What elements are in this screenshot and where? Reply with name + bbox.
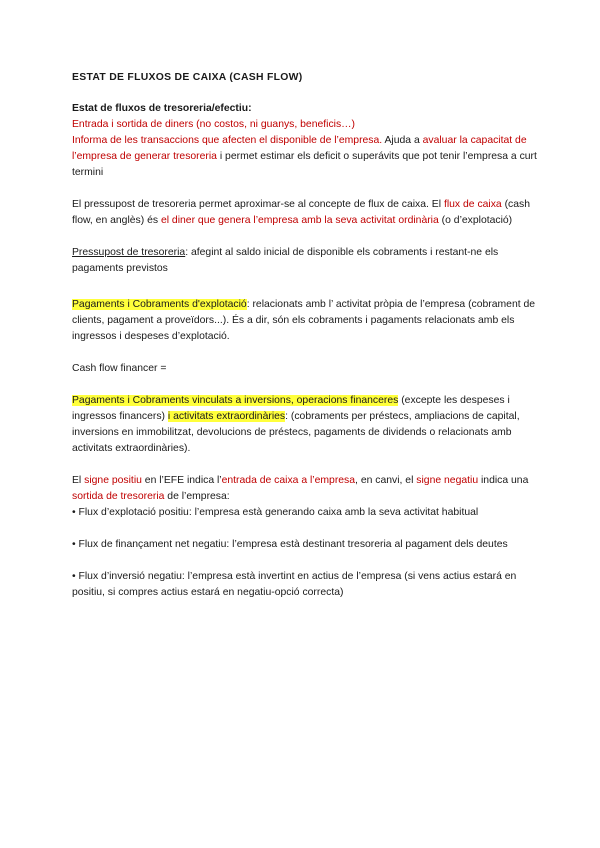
inversions-mid: (excepte les despeses i ingressos financers) xyxy=(72,395,510,422)
signe-negatiu: signe negatiu xyxy=(416,475,479,486)
flux-de-caixa-term: flux de caixa xyxy=(443,199,502,210)
signe-positiu: signe positiu xyxy=(84,475,142,486)
pressupost-part3: (cash flow, en anglès) és xyxy=(72,199,530,226)
pressupost-term: Pressupost de tresoreria xyxy=(72,247,186,258)
inversions-term: Pagaments i Cobraments vinculats a inversions, operacions financeres xyxy=(72,395,399,406)
cash-flow-financer: Cash flow financer = xyxy=(72,363,167,374)
inversions-paragraph xyxy=(72,393,542,457)
extraordinaries-term: i activitats extraordinàries xyxy=(167,411,286,422)
bullet-explotacio: • Flux d’explotació positiu: l’empresa està generando caixa amb la seva activitat habitual xyxy=(72,507,479,518)
entrada-caixa: entrada de caixa a l’empresa xyxy=(221,475,356,486)
explotacio-text: : relacionats amb l’ activitat pròpia de l’empresa (cobrament de clients, pagament a proveïdors...). És a dir, són els cobraments i pagaments relacionats amb els ingressos i despeses d’explotació. xyxy=(72,299,536,342)
pressupost-definition xyxy=(72,245,542,277)
spacer xyxy=(72,229,542,245)
spacer xyxy=(72,345,542,361)
section-subtitle: Estat de fluxos de tresoreria/efectiu: xyxy=(72,103,252,114)
explotacio-term: Pagaments i Cobraments d'explotació xyxy=(72,299,247,310)
document-body xyxy=(72,70,542,601)
spacer xyxy=(72,521,542,537)
entrada-line: Entrada i sortida de diners (no costos, ni guanys, beneficis…) xyxy=(72,119,356,130)
signe-p1: El xyxy=(72,475,85,486)
pressupost-def-text: : afegint al saldo inicial de disponible els cobraments i restant-ne els pagaments previstos xyxy=(72,247,499,274)
spacer xyxy=(72,457,542,473)
spacer xyxy=(72,377,542,393)
info-paragraph xyxy=(72,133,542,181)
pressupost-paragraph xyxy=(72,197,542,229)
signe-p9: de l’empresa: xyxy=(164,491,230,502)
bullet-financament: • Flux de finançament net negatiu: l’empresa està destinant tresoreria al pagament dels deutes xyxy=(72,539,508,550)
pressupost-part5: (o d’explotació) xyxy=(438,215,513,226)
signe-p3: en l’EFE indica l’ xyxy=(141,475,222,486)
explotacio-paragraph xyxy=(72,297,542,345)
signe-paragraph xyxy=(72,473,542,505)
spacer xyxy=(72,277,542,293)
spacer xyxy=(72,553,542,569)
info-part4: i permet estimar els deficit o superávits que pot tenir l’empresa a curt termini xyxy=(72,151,537,178)
sortida-tresoreria: sortida de tresoreria xyxy=(72,491,165,502)
flux-de-caixa-definition: el diner que genera l’empresa amb la seva activitat ordinària xyxy=(160,215,439,226)
info-part2: Ajuda a xyxy=(382,135,423,146)
signe-p7: indica una xyxy=(478,475,529,486)
bullet-inversio: • Flux d’inversió negatiu: l’empresa està invertint en actius de l’empresa (si vens actius estará en positiu, si compres actius estará en negatiu-opció correcta) xyxy=(72,571,517,598)
info-part3: avaluar la capacitat de l’empresa de generar tresoreria xyxy=(72,135,527,162)
spacer xyxy=(72,181,542,197)
pressupost-part1: El pressupost de tresoreria permet aproximar-se al concepte de flux de caixa. El xyxy=(72,199,444,210)
document-title: ESTAT DE FLUXOS DE CAIXA (CASH FLOW) xyxy=(72,72,303,83)
info-part1: Informa de les transaccions que afecten el disponible de l’empresa. xyxy=(72,135,383,146)
signe-p5: , en canvi, el xyxy=(355,475,417,486)
inversions-text: : (cobraments per préstecs, ampliacions de capital, inversions en immobilitzat, devolucions de préstecs, pagaments de dividends o relacionats amb activitats extraordinàries). xyxy=(72,411,520,454)
